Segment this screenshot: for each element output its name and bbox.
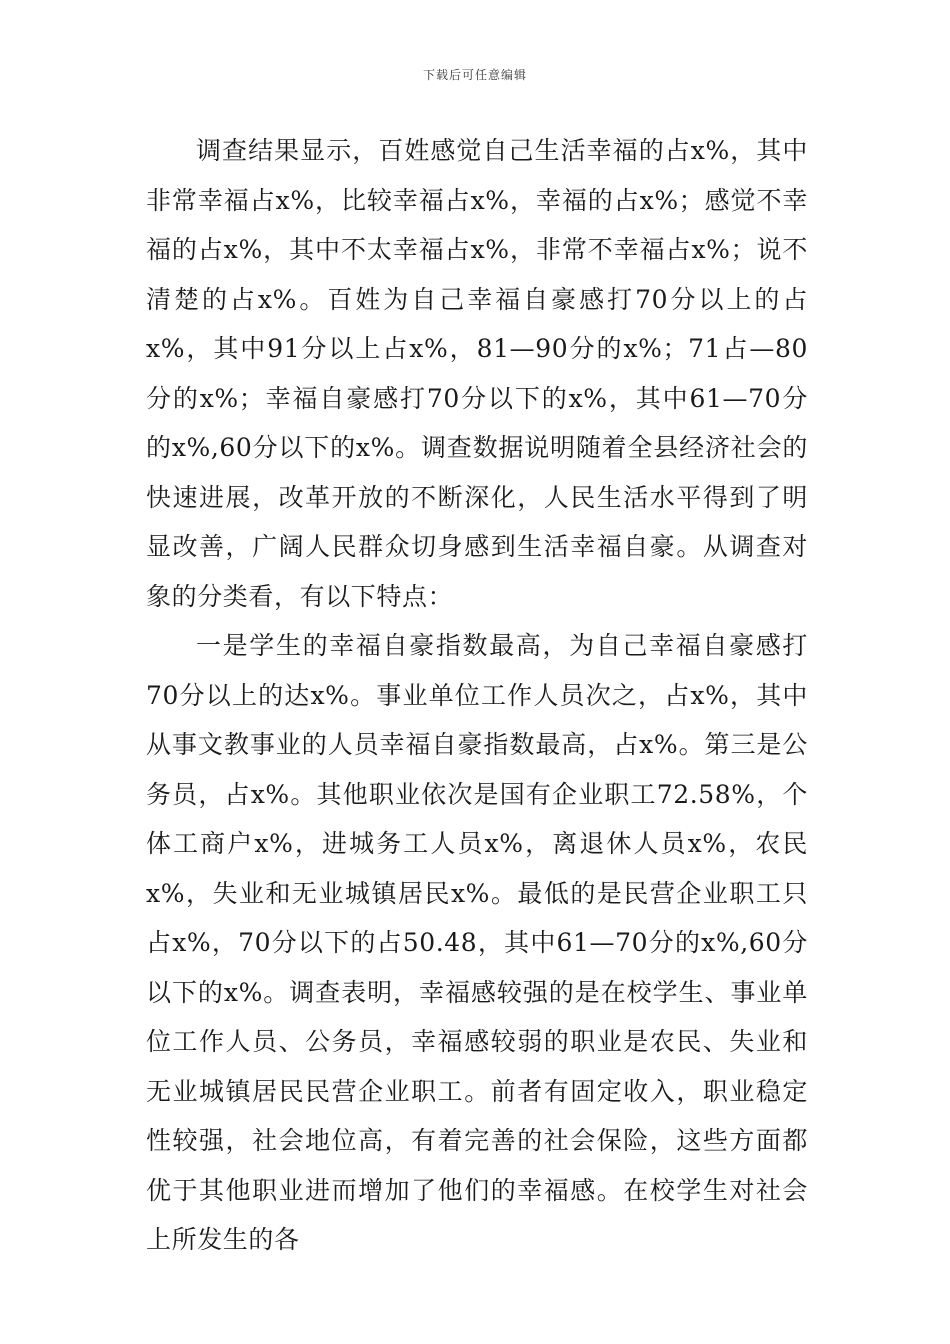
page-header-note: 下载后可任意编辑 [422, 68, 527, 82]
paragraph-survey-results: 调查结果显示，百姓感觉自己生活幸福的占x%，其中非常幸福占x%，比较幸福占x%，幸福的占x%；感觉不幸福的占x%，其中不太幸福占x%，非常不幸福占x%；说不清楚的占x%。百姓为自己幸福自豪感打70分以上的占x%，其中91分以上占x%，81—90分的x%；71占—80分的x%；幸福自豪感打70分以下的x%，其中61—70分的x%,60分以下的x%。调查数据说明随着全县经济社会的快速进展，改革开放的不断深化，人民生活水平得到了明显改善，广阔人民群众切身感到生活幸福自豪。从调查对象的分类看，有以下特点： [146, 136, 808, 611]
document-body [146, 126, 808, 1265]
paragraph-occupation-findings: 一是学生的幸福自豪指数最高，为自己幸福自豪感打70分以上的达x%。事业单位工作人员次之，占x%，其中从事文教事业的人员幸福自豪指数最高，占x%。第三是公务员，占x%。其他职业依次是国有企业职工72.58%，个体工商户x%，进城务工人员x%，离退休人员x%，农民x%，失业和无业城镇居民x%。最低的是民营企业职工只占x%，70分以下的占50.48，其中61—70分的x%,60分以下的x%。调查表明，幸福感较强的是在校学生、事业单位工作人员、公务员，幸福感较弱的职业是农民、失业和无业城镇居民民营企业职工。前者有固定收入，职业稳定性较强，社会地位高，有着完善的社会保险，这些方面都优于其他职业进而增加了他们的幸福感。在校学生对社会上所发生的各 [146, 631, 808, 1254]
